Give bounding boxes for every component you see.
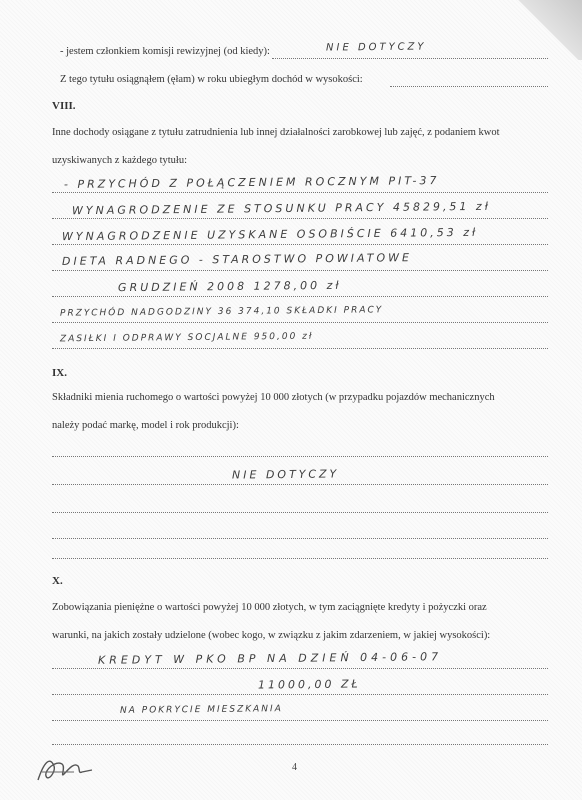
section-x-text-1: Zobowiązania pieniężne o wartości powyżej 10 000 złotych, w tym zaciągnięte kredyty i pożyczki oraz	[52, 602, 487, 613]
section-viii-heading: VIII.	[52, 100, 76, 112]
income-entry: GRUDZIEŃ 2008 1278,00 zł	[117, 278, 342, 295]
dotted-line	[52, 720, 548, 721]
dotted-line	[52, 296, 548, 297]
dotted-line	[52, 456, 548, 457]
section-ix-heading: IX.	[52, 367, 67, 379]
dotted-line	[52, 512, 548, 513]
dotted-line	[52, 322, 548, 323]
liability-entry: NA POKRYCIE MIESZKANIA	[119, 704, 283, 716]
income-entry: WYNAGRODZENIE ZE STOSUNKU PRACY 45829,51 zł	[71, 199, 491, 218]
section-viii-text-2: uzyskiwanych z każdego tytułu:	[52, 155, 188, 166]
folded-corner	[502, 0, 582, 60]
movable-property-value: NIE DOTYCZY	[231, 467, 340, 482]
dotted-line	[52, 744, 548, 745]
section-ix-text-2: należy podać markę, model i rok produkcji):	[52, 420, 239, 431]
dotted-line	[52, 244, 548, 245]
dotted-line	[52, 694, 548, 695]
income-entry: ZASIŁKI I ODPRAWY SOCJALNE 950,00 zł	[59, 331, 314, 345]
liability-entry: KREDYT W PKO BP NA DZIEŃ 04-06-07	[97, 650, 443, 667]
income-entry: - PRZYCHÓD Z POŁĄCZENIEM ROCZNYM PIT-37	[63, 174, 440, 191]
page-number: 4	[292, 762, 297, 773]
income-label: Z tego tytułu osiągnąłem (ęłam) w roku ubiegłym dochód w wysokości:	[60, 74, 363, 85]
section-x-text-2: warunki, na jakich zostały udzielone (wobec kogo, w związku z jakim zdarzeniem, w jakiej wysokości):	[52, 630, 491, 641]
signature-icon	[34, 752, 96, 788]
dotted-line	[52, 484, 548, 485]
section-ix-text-1: Składniki mienia ruchomego o wartości powyżej 10 000 złotych (w przypadku pojazdów mechanicznych	[52, 392, 495, 403]
dotted-line	[52, 192, 548, 193]
section-x-heading: X.	[52, 575, 63, 587]
dotted-line	[52, 538, 548, 539]
income-entry: PRZYCHÓD NADGODZINY 36 374,10 SKŁADKI PRACY	[59, 305, 384, 319]
membership-label: - jestem członkiem komisji rewizyjnej (od kiedy):	[60, 46, 270, 57]
dotted-line	[52, 558, 548, 559]
income-entry: DIETA RADNEGO - STAROSTWO POWIATOWE	[61, 251, 413, 268]
dotted-line	[52, 348, 548, 349]
dotted-line	[52, 218, 548, 219]
membership-value: NIE DOTYCZY	[325, 41, 427, 54]
dotted-line	[390, 86, 548, 87]
dotted-line	[272, 58, 548, 59]
liability-entry: 11000,00 ZŁ	[257, 677, 361, 692]
section-viii-text-1: Inne dochody osiągane z tytułu zatrudnienia lub innej działalności zarobkowej lub zajęć, z podaniem kwot	[52, 127, 500, 138]
dotted-line	[52, 270, 548, 271]
dotted-line	[52, 668, 548, 669]
income-entry: WYNAGRODZENIE UZYSKANE OSOBIŚCIE 6410,53 zł	[61, 225, 479, 244]
